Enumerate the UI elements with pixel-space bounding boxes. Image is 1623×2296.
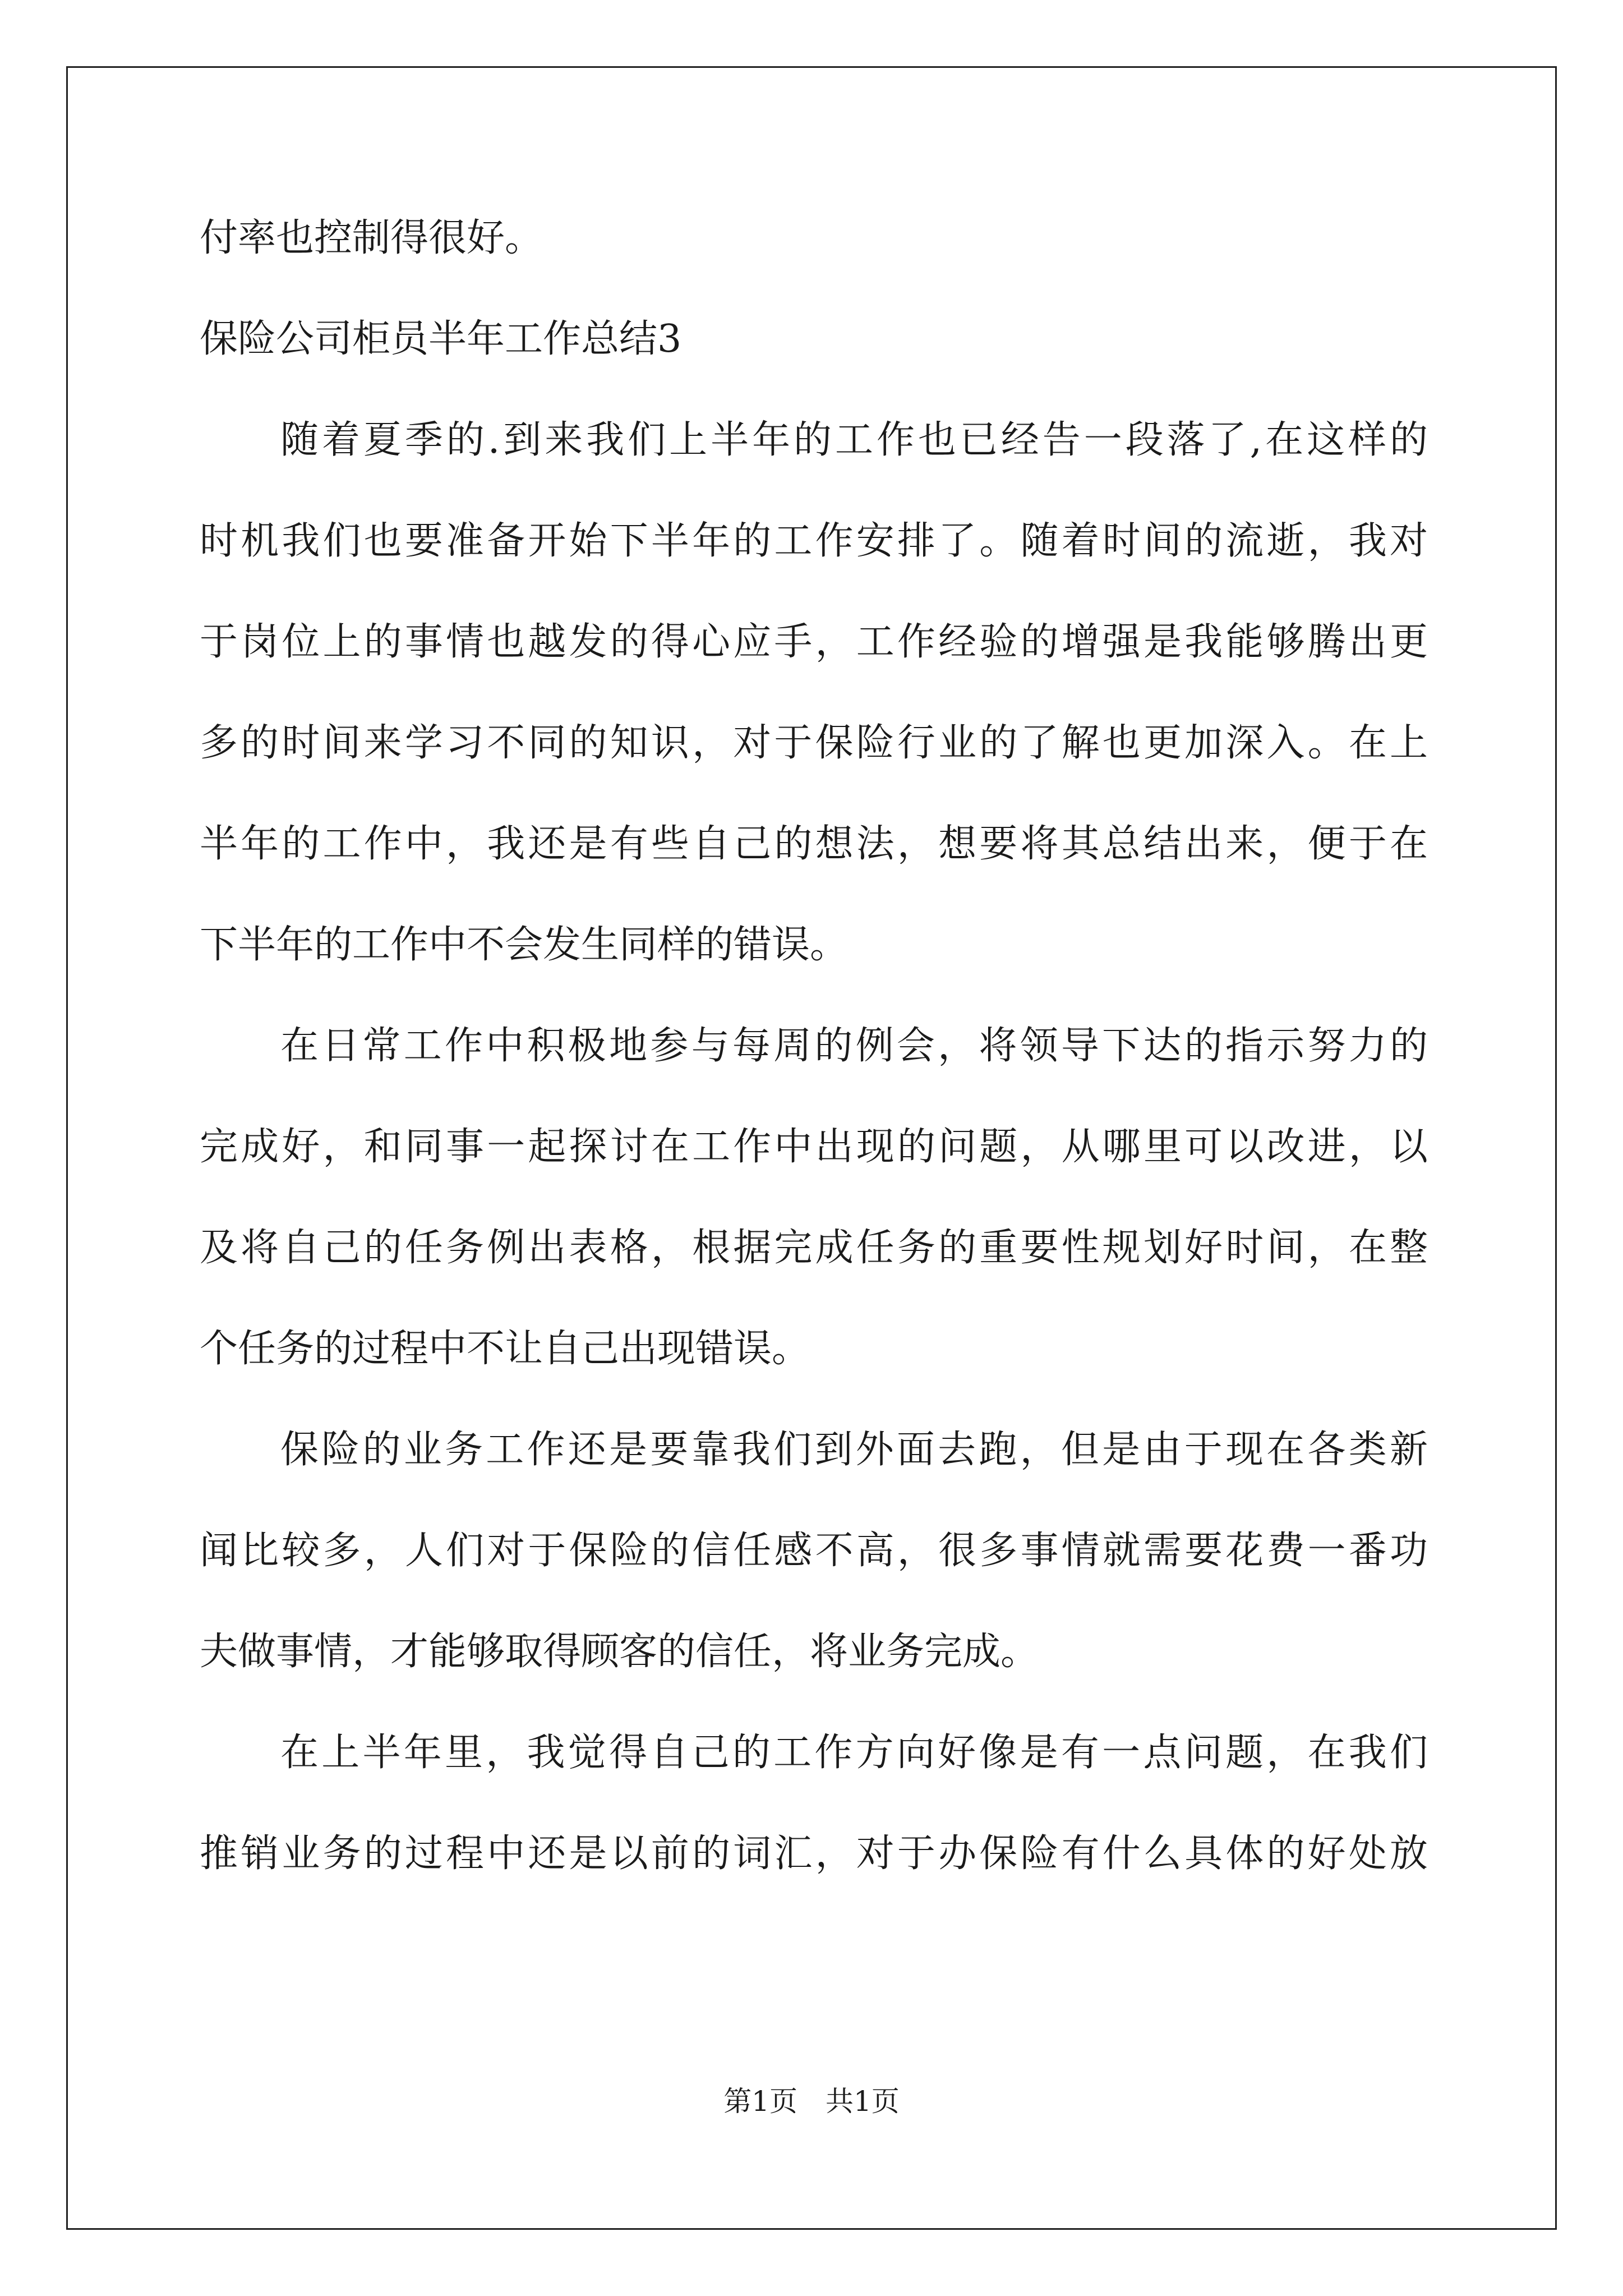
line-spacing — [200, 869, 1428, 920]
text-line: 保险公司柜员半年工作总结3 — [200, 317, 682, 361]
text-line: 于岗位上的事情也越发的得心应手，工作经验的增强是我能够腾出更 — [200, 620, 1428, 664]
line-spacing — [200, 1374, 1428, 1425]
line-spacing — [200, 668, 1428, 718]
line-spacing — [200, 466, 1428, 516]
line-spacing — [200, 1071, 1428, 1122]
line-spacing — [200, 1677, 1428, 1728]
text-line: 时机我们也要准备开始下半年的工作安排了。随着时间的流逝，我对 — [200, 519, 1428, 563]
text-line: 多的时间来学习不同的知识，对于保险行业的了解也更加深入。在上 — [200, 721, 1428, 765]
text-line: 及将自己的任务例出表格，根据完成任务的重要性规划好时间，在整 — [200, 1226, 1428, 1270]
line-spacing — [200, 769, 1428, 819]
text-line: 下半年的工作中不会发生同样的错误。 — [200, 923, 849, 967]
text-line: 个任务的过程中不让自己出现错误。 — [200, 1327, 810, 1371]
line-spacing — [200, 365, 1428, 415]
line-spacing — [200, 1475, 1428, 1526]
text-line: 推销业务的过程中还是以前的词汇，对于办保险有什么具体的好处放 — [200, 1832, 1428, 1876]
text-line: 完成好，和同事一起探讨在工作中出现的问题，从哪里可以改进，以 — [200, 1125, 1428, 1169]
text-line: 保险的业务工作还是要靠我们到外面去跑，但是由于现在各类新 — [280, 1428, 1428, 1472]
document-body — [200, 213, 1428, 1879]
line-spacing — [200, 1576, 1428, 1627]
line-spacing — [200, 1172, 1428, 1223]
text-line: 随着夏季的.到来我们上半年的工作也已经告一段落了,在这样的 — [280, 418, 1428, 462]
text-line: 半年的工作中，我还是有些自己的想法，想要将其总结出来，便于在 — [200, 822, 1428, 866]
line-spacing — [200, 1273, 1428, 1324]
text-line: 在日常工作中积极地参与每周的例会，将领导下达的指示努力的 — [280, 1024, 1428, 1068]
line-spacing — [200, 970, 1428, 1021]
line-spacing — [200, 1778, 1428, 1829]
line-spacing — [200, 567, 1428, 617]
text-line: 闻比较多，人们对于保险的信任感不高，很多事情就需要花费一番功 — [200, 1529, 1428, 1573]
text-line: 夫做事情，才能够取得顾客的信任，将业务完成。 — [200, 1630, 1039, 1674]
text-line: 在上半年里，我觉得自己的工作方向好像是有一点问题，在我们 — [280, 1731, 1428, 1775]
line-spacing — [200, 264, 1428, 314]
page-footer: 第1页 共1页 — [723, 2085, 900, 2118]
text-line: 付率也控制得很好。 — [200, 216, 543, 260]
